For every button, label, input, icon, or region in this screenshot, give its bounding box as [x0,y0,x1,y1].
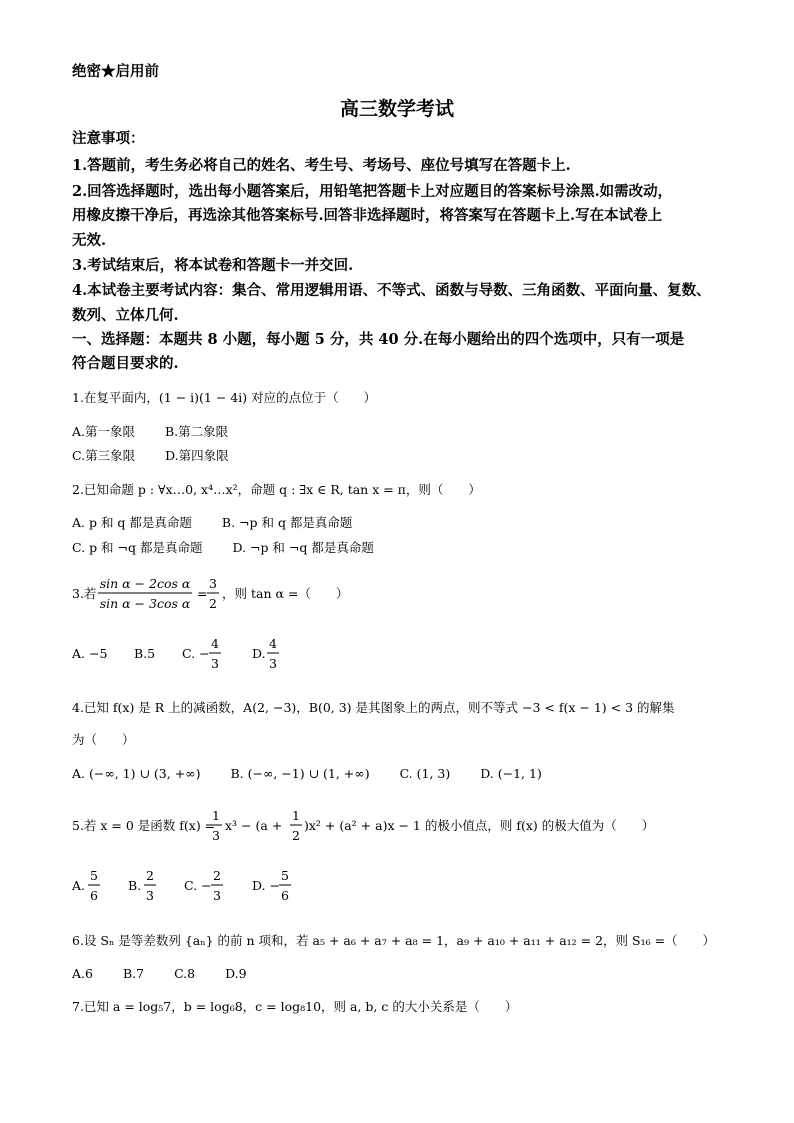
question-3-options [72,634,392,678]
notice-line-4: 无效. [72,232,107,249]
question-5-option-c-prefix: C. − [184,878,212,893]
question-1-options-row-1 [72,424,254,440]
question-3-equals: = [197,586,208,601]
question-3-prefix: 3.若 [72,586,97,601]
question-3-option-d-denominator: 3 [269,656,277,671]
question-5-option-c-numerator: 2 [213,868,221,883]
question-3-option-b: B.5 [134,646,156,661]
question-5-suffix: )x² + (a² + a)x − 1 的极小值点，则 f(x) 的极大值为（ ） [304,818,655,833]
question-5-option-b-numerator: 2 [146,868,154,883]
question-6-stem: 6.设 Sₙ 是等差数列 {aₙ} 的前 n 项和，若 a₅ + a₆ + a₇ + a₈ = 1，a₉ + a₁₀ + a₁₁ + a₁₂ = 2，则 S₁₆ =（ ） [72,933,716,948]
question-3-rhs-denominator: 2 [209,596,217,611]
question-2-stem: 2.已知命题 p : ∀x…0, x⁴…x²，命题 q : ∃x ∈ R, tan x = π，则（ ） [72,482,481,497]
question-5-option-d-numerator: 5 [281,868,289,883]
question-5-fraction-2-denominator: 2 [292,828,300,843]
question-5-fraction-2-numerator: 1 [292,808,300,823]
question-1-option-c: C.第三象限 [72,448,136,463]
question-3-option-d-numerator: 4 [269,636,277,651]
question-5-fraction-1-numerator: 1 [212,808,220,823]
notice-line-6: 4.本试卷主要考试内容：集合、常用逻辑用语、不等式、函数与导数、三角函数、平面向量、复数、 [72,282,711,299]
question-5-option-d-denominator: 6 [281,888,289,903]
question-4-option-d: D. (−1, 1) [480,766,542,781]
notice-line-7: 数列、立体几何. [72,307,179,324]
question-6-option-d: D.9 [225,966,247,981]
question-1-options-row-2 [72,448,255,464]
question-4-option-b: B. (−∞, −1) ∪ (1, +∞) [230,766,370,781]
question-5-options [72,866,392,910]
question-3-numerator: sin α − 2cos α [99,576,191,591]
question-5-option-c-denominator: 3 [213,888,221,903]
question-4-stem-line-1: 4.已知 f(x) 是 R 上的减函数，A(2, −3)，B(0, 3) 是其图象上的两点，则不等式 −3 < f(x − 1) < 3 的解集 [72,700,675,715]
question-6-option-b: B.7 [122,966,145,981]
question-6-options [72,966,273,982]
question-2-option-a: A. p 和 q 都是真命题 [72,515,192,530]
question-5-options-formula [72,866,392,910]
notice-heading: 注意事项： [72,130,145,147]
question-5-stem [72,806,722,850]
page-title: 高三数学考试 [339,98,454,120]
section-heading-line-1: 一、选择题：本题共 8 小题，每小题 5 分，共 40 分.在每小题给出的四个选项中，只有一项是 [72,331,685,348]
question-3-option-c-prefix: C. − [182,646,210,661]
question-1-option-d: D.第四象限 [165,448,229,463]
question-5-prefix: 5.若 x = 0 是函数 f(x) = [72,818,216,833]
question-1-stem: 1.在复平面内，(1 − i)(1 − 4i) 对应的点位于（ ） [72,390,377,405]
question-5-middle: x³ − (a + [225,818,283,833]
question-3-option-d-prefix: D. [252,646,266,661]
question-2-option-b: B. ¬p 和 q 都是真命题 [221,515,353,530]
question-3-options-formula [72,634,392,678]
question-1-option-a: A.第一象限 [72,424,136,439]
question-2-option-d: D. ¬p 和 ¬q 都是真命题 [232,540,374,555]
question-5-option-a-denominator: 6 [90,888,98,903]
notice-line-1: 1.答题前，考生务必将自己的姓名、考生号、考场号、座位号填写在答题卡上. [72,157,571,174]
question-4-option-c: C. (1, 3) [399,766,451,781]
question-7-stem: 7.已知 a = log₅7，b = log₆8，c = log₈10，则 a, b, c 的大小关系是（ ） [72,999,518,1014]
question-5-fraction-1-denominator: 3 [212,828,220,843]
question-3-formula [72,572,412,616]
question-3-suffix: ，则 tan α =（ ） [222,586,349,601]
question-3-option-c-numerator: 4 [211,636,219,651]
question-5-option-b-prefix: B. [128,878,142,893]
notice-line-5: 3.考试结束后，将本试卷和答题卡一并交回. [72,257,354,274]
question-5-option-d-prefix: D. − [252,878,280,893]
question-5-option-a-prefix: A. [72,878,86,893]
section-heading-line-2: 符合题目要求的. [72,355,179,372]
question-5-option-b-denominator: 3 [146,888,154,903]
question-5-formula [72,806,722,850]
question-2-option-c: C. p 和 ¬q 都是真命题 [72,540,203,555]
question-6-option-a: A.6 [72,966,93,981]
question-4-stem-line-2: 为（ ） [72,732,135,747]
question-3-option-a: A. −5 [72,646,108,661]
question-3-stem [72,572,412,616]
question-5-option-a-numerator: 5 [90,868,98,883]
question-4-options [72,766,568,782]
notice-line-2: 2.回答选择题时，选出每小题答案后，用铅笔把答题卡上对应题目的答案标号涂黑.如需改动， [72,183,673,200]
notice-line-3: 用橡皮擦干净后，再选涂其他答案标号.回答非选择题时，将答案写在答题卡上.写在本试卷上 [72,207,663,224]
question-4-option-a: A. (−∞, 1) ∪ (3, +∞) [72,766,201,781]
question-3-option-c-denominator: 3 [211,656,219,671]
question-2-options-row-1 [72,515,378,531]
question-6-option-c: C.8 [174,966,196,981]
question-3-denominator: sin α − 3cos α [99,596,191,611]
confidential-label: 绝密★启用前 [72,63,159,80]
question-3-rhs-numerator: 3 [209,576,217,591]
question-2-options-row-2 [72,540,400,556]
question-1-option-b: B.第二象限 [165,424,229,439]
